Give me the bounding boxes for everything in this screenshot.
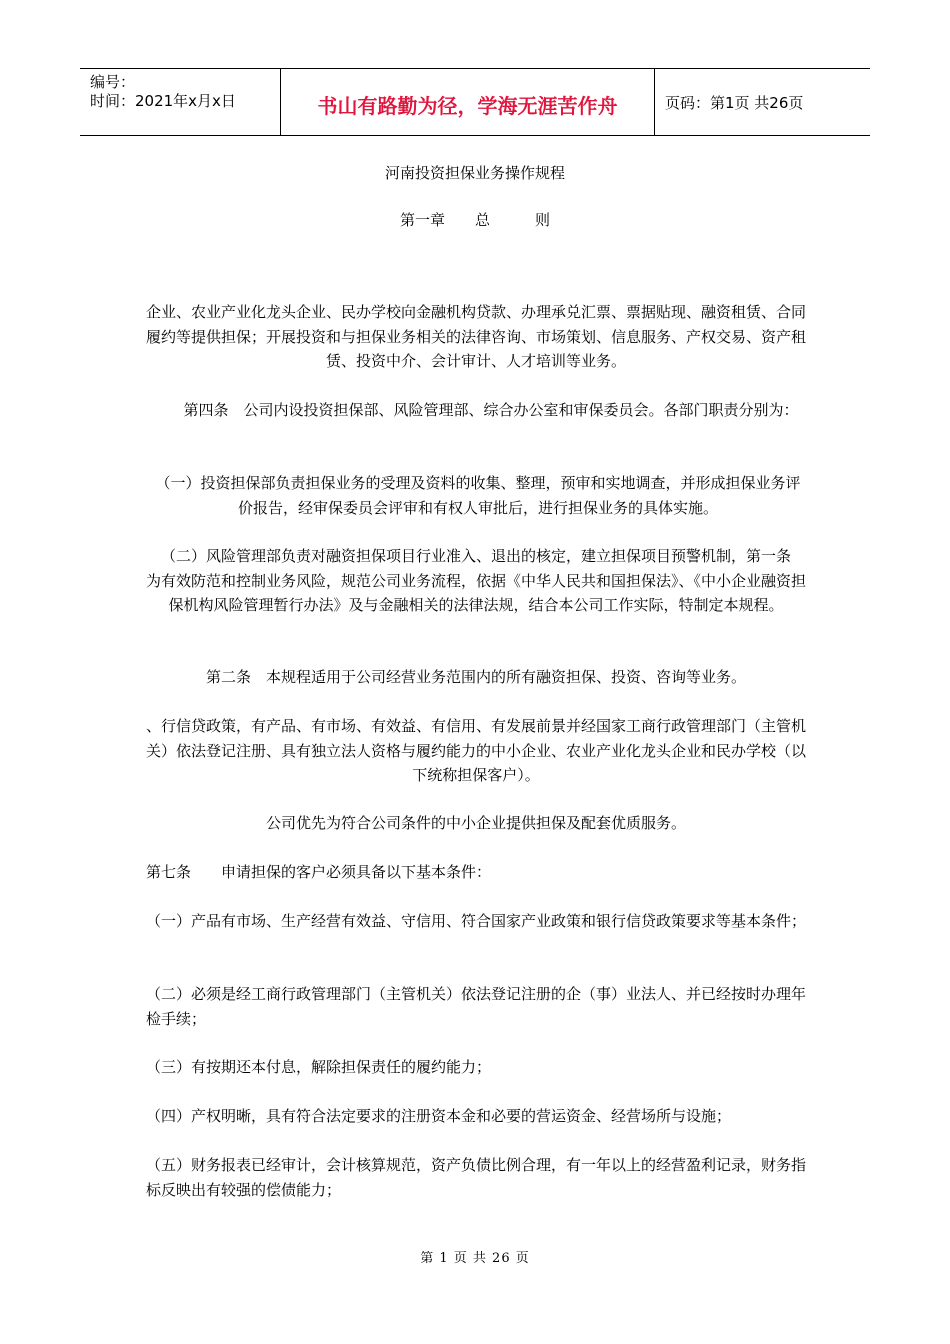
- page-footer: 第 1 页 共 26 页: [420, 1251, 530, 1266]
- paragraph-article-2: 第二条 本规程适用于公司经营业务范围内的所有融资担保、投资、咨询等业务。: [205, 668, 746, 686]
- paragraph-risk-dept: （二）风险管理部负责对融资担保项目行业准入、退出的核定，建立担保项目预警机制，第一条 为有效防范和控制业务风险，规范公司业务流程，依据《中华人民共和国担保法》、《中小企业融资担保机构风险管理暂行办法》及与金融相关的法律法规，结合本公司工作实际，特制定本规程。: [146, 547, 822, 614]
- condition-item-5: （五）财务报表已经审计，会计核算规范，资产负债比例合理，有一年以上的经营盈利记录，财务指标反映出有较强的偿债能力；: [146, 1156, 807, 1199]
- document-header: [80, 68, 870, 136]
- doc-date: 时间：2021年x月x日: [90, 92, 236, 110]
- document-title: 河南投资担保业务操作规程: [384, 164, 565, 182]
- condition-item-3: （三）有按期还本付息，解除担保责任的履约能力；: [146, 1058, 492, 1076]
- condition-item-2: （二）必须是经工商行政管理部门（主管机关）依法登记注册的企（事）业法人、并已经按时办理年检手续；: [146, 985, 807, 1028]
- paragraph-article-4: 第四条 公司内设投资担保部、风险管理部、综合办公室和审保委员会。各部门职责分别为：: [183, 401, 799, 419]
- chapter-heading: 第一章 总 则: [399, 211, 550, 229]
- paragraph-investment-dept: （一）投资担保部负责担保业务的受理及资料的收集、整理，预审和实地调查，并形成担保业务评价报告，经审保委员会评审和有权人审批后，进行担保业务的具体实施。: [155, 474, 801, 517]
- header-page-info: 页码：第1页 共26页: [665, 93, 804, 112]
- header-info-cell: [80, 69, 281, 135]
- condition-item-4: （四）产权明晰，具有符合法定要求的注册资本金和必要的营运资金、经营场所与设施；: [146, 1107, 732, 1125]
- paragraph-business-scope: 企业、农业产业化龙头企业、民办学校向金融机构贷款、办理承兑汇票、票据贴现、融资租赁、合同履约等提供担保；开展投资和与担保业务相关的法律咨询、市场策划、信息服务、产权交易、资产租赁、投资中介、会计审计、人才培训等业务。: [146, 303, 807, 370]
- condition-item-1: （一）产品有市场、生产经营有效益、守信用、符合国家产业政策和银行信贷政策要求等基本条件；: [146, 912, 807, 930]
- paragraph-article-7: 第七条 申请担保的客户必须具备以下基本条件：: [146, 863, 492, 881]
- doc-number: 编号：: [90, 73, 136, 91]
- header-motto: 书山有路勤为径，学海无涯苦作舟: [281, 69, 655, 135]
- paragraph-clients: 、行信贷政策，有产品、有市场、有效益、有信用、有发展前景并经国家工商行政管理部门（主管机关）依法登记注册、具有独立法人资格与履约能力的中小企业、农业产业化龙头企业和民办学校（以下统称担保客户）。: [146, 717, 807, 784]
- paragraph-priority: 公司优先为符合公司条件的中小企业提供担保及配套优质服务。: [265, 814, 686, 832]
